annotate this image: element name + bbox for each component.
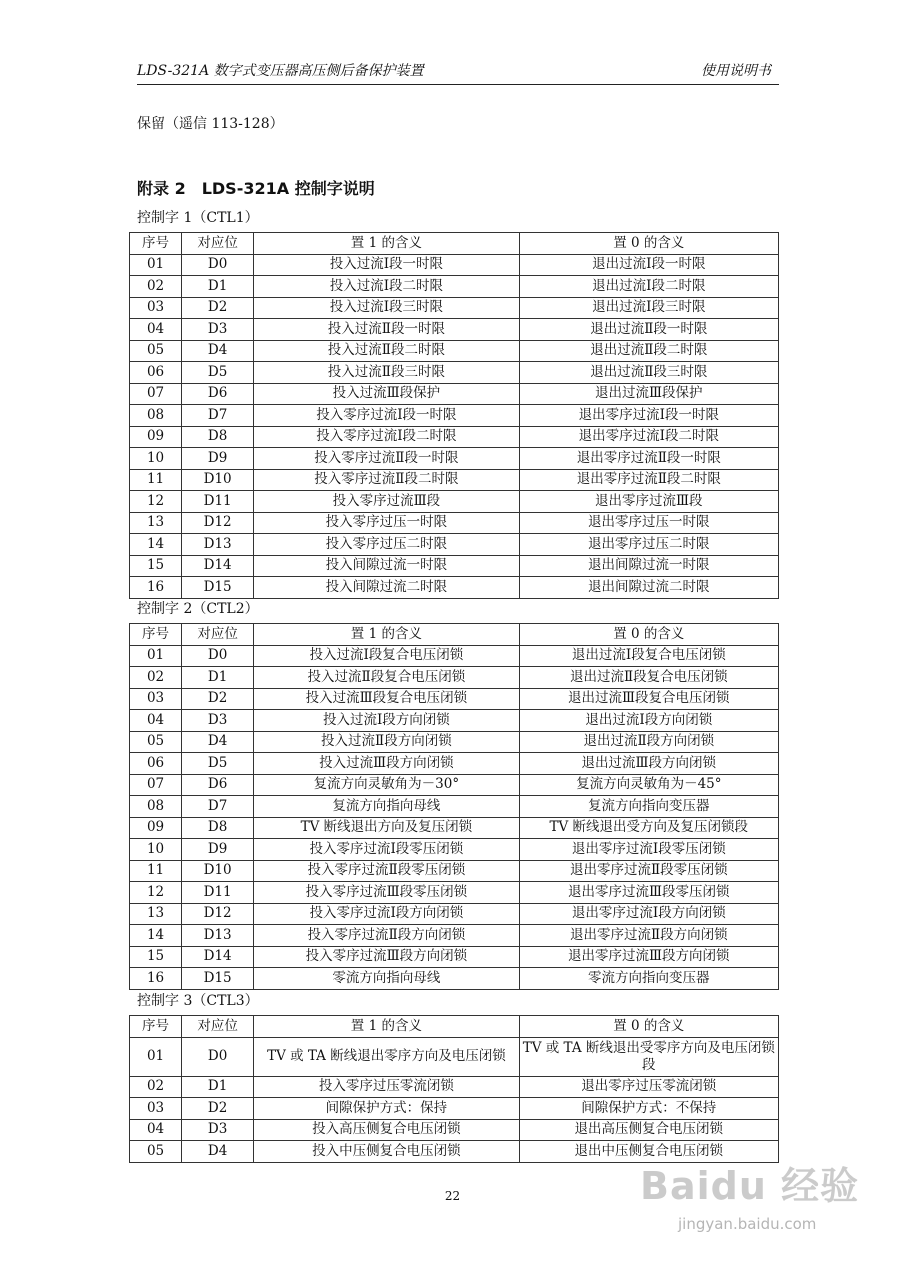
table-row <box>130 860 779 882</box>
table-cell: TV 断线退出受方向及复压闭锁段 <box>519 817 778 839</box>
table-cell: D12 <box>182 512 254 534</box>
table-cell: D2 <box>182 297 254 319</box>
table-row <box>130 340 779 362</box>
header-row <box>130 624 779 646</box>
table-row <box>130 297 779 319</box>
table-cell: D0 <box>182 645 254 667</box>
table-cell: 退出过流Ⅰ段一时限 <box>519 254 778 276</box>
table-cell: 04 <box>130 710 182 732</box>
table-cell: 零流方向指向母线 <box>254 968 519 990</box>
table-cell: D10 <box>182 860 254 882</box>
table-cell: 11 <box>130 469 182 491</box>
header-title: LDS-321A 数字式变压器高压侧后备保护装置 <box>137 63 424 79</box>
table-row <box>130 731 779 753</box>
header-row <box>130 233 779 255</box>
table-cell: 投入过流Ⅱ段三时限 <box>254 362 519 384</box>
table-cell: D15 <box>182 968 254 990</box>
table-cell: 投入零序过流Ⅰ段零压闭锁 <box>254 839 519 861</box>
table-cell: D10 <box>182 469 254 491</box>
table-row <box>130 1119 779 1141</box>
table-cell: D14 <box>182 555 254 577</box>
table-row <box>130 645 779 667</box>
table-cell: 投入零序过流Ⅱ段一时限 <box>254 448 519 470</box>
table-cell: 投入零序过流Ⅰ段二时限 <box>254 426 519 448</box>
table-cell: 投入零序过流Ⅰ段方向闭锁 <box>254 903 519 925</box>
table-row <box>130 774 779 796</box>
table-cell: 零流方向指向变压器 <box>519 968 778 990</box>
table-cell: 投入过流Ⅰ段二时限 <box>254 276 519 298</box>
ctl1-table <box>129 232 779 599</box>
watermark-logo: Baidu 经验 <box>640 1164 860 1208</box>
table-cell: D3 <box>182 710 254 732</box>
table-cell: 14 <box>130 534 182 556</box>
baidu-watermark <box>640 1155 860 1245</box>
table-cell: D0 <box>182 1037 254 1076</box>
table-cell: 间隙保护方式：保持 <box>254 1098 519 1120</box>
column-header: 序号 <box>130 233 182 255</box>
table-cell: 08 <box>130 796 182 818</box>
ctl3-caption: 控制字 3（CTL3） <box>137 993 259 1009</box>
column-header: 序号 <box>130 624 182 646</box>
table-cell: 投入过流Ⅱ段复合电压闭锁 <box>254 667 519 689</box>
table-cell: 投入中压侧复合电压闭锁 <box>254 1141 519 1163</box>
table-cell: 11 <box>130 860 182 882</box>
table-cell: 退出零序过流Ⅰ段二时限 <box>519 426 778 448</box>
table-cell: 退出间隙过流二时限 <box>519 577 778 599</box>
table-header <box>130 1016 779 1038</box>
column-header: 置 0 的含义 <box>519 233 778 255</box>
table-cell: D7 <box>182 796 254 818</box>
table-cell: 复流方向灵敏角为－30° <box>254 774 519 796</box>
table-cell: 退出零序过流Ⅲ段零压闭锁 <box>519 882 778 904</box>
table-cell: 投入零序过流Ⅰ段一时限 <box>254 405 519 427</box>
table-cell: D2 <box>182 1098 254 1120</box>
table-cell: 投入零序过流Ⅱ段二时限 <box>254 469 519 491</box>
table-cell: 退出零序过压零流闭锁 <box>519 1076 778 1098</box>
table-cell: 05 <box>130 731 182 753</box>
table-cell: 间隙保护方式：不保持 <box>519 1098 778 1120</box>
table-cell: 复流方向灵敏角为－45° <box>519 774 778 796</box>
table-cell: 投入过流Ⅱ段一时限 <box>254 319 519 341</box>
table-row <box>130 796 779 818</box>
table-row <box>130 254 779 276</box>
table-cell: D5 <box>182 362 254 384</box>
table-cell: 退出过流Ⅱ段一时限 <box>519 319 778 341</box>
table-cell: 06 <box>130 753 182 775</box>
table-cell: 退出过流Ⅱ段二时限 <box>519 340 778 362</box>
table-cell: D13 <box>182 925 254 947</box>
table-cell: 退出零序过流Ⅱ段二时限 <box>519 469 778 491</box>
table-cell: 退出零序过流Ⅲ段 <box>519 491 778 513</box>
table-row <box>130 426 779 448</box>
table-cell: 退出过流Ⅰ段复合电压闭锁 <box>519 645 778 667</box>
table-cell: 01 <box>130 645 182 667</box>
table-cell: D2 <box>182 688 254 710</box>
table-cell: D1 <box>182 1076 254 1098</box>
table-cell: 09 <box>130 817 182 839</box>
table-cell: 退出零序过流Ⅱ段零压闭锁 <box>519 860 778 882</box>
table-cell: D5 <box>182 753 254 775</box>
table-cell: 退出零序过流Ⅰ段方向闭锁 <box>519 903 778 925</box>
table-row <box>130 882 779 904</box>
watermark-url: jingyan.baidu.com <box>678 1215 817 1233</box>
page-header <box>137 62 779 85</box>
table-row <box>130 925 779 947</box>
column-header: 置 0 的含义 <box>519 1016 778 1038</box>
table-cell: 投入过流Ⅰ段复合电压闭锁 <box>254 645 519 667</box>
table-cell: 10 <box>130 448 182 470</box>
column-header: 序号 <box>130 1016 182 1038</box>
table-cell: 07 <box>130 383 182 405</box>
table-cell: 退出过流Ⅱ段三时限 <box>519 362 778 384</box>
table-cell: 01 <box>130 254 182 276</box>
table-cell: 退出零序过流Ⅱ段一时限 <box>519 448 778 470</box>
table-cell: D11 <box>182 882 254 904</box>
table-row <box>130 710 779 732</box>
table-cell: 12 <box>130 491 182 513</box>
ctl1-caption: 控制字 1（CTL1） <box>137 210 259 226</box>
table-cell: 投入零序过压二时限 <box>254 534 519 556</box>
table-cell: 投入过流Ⅰ段一时限 <box>254 254 519 276</box>
page-number: 22 <box>444 1189 461 1203</box>
table-cell: 13 <box>130 512 182 534</box>
column-header: 对应位 <box>182 233 254 255</box>
table-cell: D7 <box>182 405 254 427</box>
table-cell: TV 断线退出方向及复压闭锁 <box>254 817 519 839</box>
table-cell: 投入间隙过流一时限 <box>254 555 519 577</box>
table-cell: 退出零序过流Ⅲ段方向闭锁 <box>519 946 778 968</box>
column-header: 置 1 的含义 <box>254 624 519 646</box>
table-cell: 05 <box>130 340 182 362</box>
table-cell: 07 <box>130 774 182 796</box>
table-cell: 02 <box>130 1076 182 1098</box>
table-cell: 投入过流Ⅱ段二时限 <box>254 340 519 362</box>
column-header: 对应位 <box>182 1016 254 1038</box>
table-cell: 14 <box>130 925 182 947</box>
table-row <box>130 968 779 990</box>
table-cell: 05 <box>130 1141 182 1163</box>
table-cell: 投入零序过压一时限 <box>254 512 519 534</box>
table-cell: 退出零序过压二时限 <box>519 534 778 556</box>
table-row <box>130 753 779 775</box>
table-cell: 投入过流Ⅰ段三时限 <box>254 297 519 319</box>
table-row <box>130 512 779 534</box>
column-header: 置 1 的含义 <box>254 233 519 255</box>
table-cell: D4 <box>182 340 254 362</box>
table-cell: D14 <box>182 946 254 968</box>
table-cell: 退出零序过流Ⅱ段方向闭锁 <box>519 925 778 947</box>
table-cell: D4 <box>182 1141 254 1163</box>
table-cell: D6 <box>182 383 254 405</box>
table-row <box>130 1076 779 1098</box>
table-cell: 投入零序过流Ⅱ段零压闭锁 <box>254 860 519 882</box>
appendix-title: 附录 2 LDS-321A 控制字说明 <box>137 179 375 198</box>
table-row <box>130 555 779 577</box>
table-row <box>130 1037 779 1076</box>
table-row <box>130 667 779 689</box>
table-cell: 投入过流Ⅲ段复合电压闭锁 <box>254 688 519 710</box>
table-row <box>130 577 779 599</box>
table-cell: D9 <box>182 448 254 470</box>
table-row <box>130 1098 779 1120</box>
column-header: 对应位 <box>182 624 254 646</box>
table-cell: D4 <box>182 731 254 753</box>
table-cell: D0 <box>182 254 254 276</box>
ctl2-caption: 控制字 2（CTL2） <box>137 601 259 617</box>
table-cell: 03 <box>130 1098 182 1120</box>
header-doc-type: 使用说明书 <box>701 63 771 79</box>
table-cell: 投入过流Ⅱ段方向闭锁 <box>254 731 519 753</box>
table-cell: 投入零序过流Ⅱ段方向闭锁 <box>254 925 519 947</box>
table-cell: 投入零序过压零流闭锁 <box>254 1076 519 1098</box>
table-cell: 退出过流Ⅰ段三时限 <box>519 297 778 319</box>
table-row <box>130 383 779 405</box>
table-row <box>130 839 779 861</box>
table-body <box>130 1037 779 1162</box>
table-cell: 投入过流Ⅲ段方向闭锁 <box>254 753 519 775</box>
table-cell: 退出过流Ⅲ段复合电压闭锁 <box>519 688 778 710</box>
table-cell: 投入间隙过流二时限 <box>254 577 519 599</box>
table-cell: 04 <box>130 319 182 341</box>
table-cell: 16 <box>130 968 182 990</box>
table-cell: D3 <box>182 319 254 341</box>
table-row <box>130 362 779 384</box>
table-cell: 投入零序过流Ⅲ段方向闭锁 <box>254 946 519 968</box>
table-row <box>130 903 779 925</box>
table-cell: 02 <box>130 276 182 298</box>
table-cell: 退出过流Ⅱ段方向闭锁 <box>519 731 778 753</box>
table-cell: 13 <box>130 903 182 925</box>
table-cell: 退出零序过流Ⅰ段一时限 <box>519 405 778 427</box>
table-row <box>130 319 779 341</box>
table-cell: D15 <box>182 577 254 599</box>
table-row <box>130 469 779 491</box>
table-cell: 退出零序过压一时限 <box>519 512 778 534</box>
table-cell: D8 <box>182 426 254 448</box>
table-row <box>130 817 779 839</box>
table-cell: D3 <box>182 1119 254 1141</box>
table-cell: 03 <box>130 297 182 319</box>
table-cell: 退出过流Ⅲ段方向闭锁 <box>519 753 778 775</box>
table-header <box>130 233 779 255</box>
ctl2-table <box>129 623 779 990</box>
table-cell: D12 <box>182 903 254 925</box>
table-cell: 12 <box>130 882 182 904</box>
table-cell: 投入零序过流Ⅲ段零压闭锁 <box>254 882 519 904</box>
table-cell: 退出过流Ⅲ段保护 <box>519 383 778 405</box>
table-body <box>130 645 779 989</box>
column-header: 置 0 的含义 <box>519 624 778 646</box>
table-cell: 复流方向指向母线 <box>254 796 519 818</box>
table-row <box>130 491 779 513</box>
table-cell: 06 <box>130 362 182 384</box>
table-row <box>130 276 779 298</box>
table-cell: D11 <box>182 491 254 513</box>
table-cell: 09 <box>130 426 182 448</box>
table-cell: 复流方向指向变压器 <box>519 796 778 818</box>
table-cell: 退出过流Ⅱ段复合电压闭锁 <box>519 667 778 689</box>
table-cell: TV 或 TA 断线退出零序方向及电压闭锁 <box>254 1037 519 1076</box>
table-cell: 投入零序过流Ⅲ段 <box>254 491 519 513</box>
table-body <box>130 254 779 598</box>
table-cell: D8 <box>182 817 254 839</box>
table-cell: 退出零序过流Ⅰ段零压闭锁 <box>519 839 778 861</box>
table-cell: D1 <box>182 276 254 298</box>
table-cell: 退出中压侧复合电压闭锁 <box>519 1141 778 1163</box>
table-cell: 退出过流Ⅰ段二时限 <box>519 276 778 298</box>
table-cell: 03 <box>130 688 182 710</box>
table-cell: 01 <box>130 1037 182 1076</box>
reserved-line: 保留（遥信 113-128） <box>137 116 284 132</box>
table-cell: 15 <box>130 555 182 577</box>
table-row <box>130 946 779 968</box>
table-row <box>130 448 779 470</box>
table-cell: 04 <box>130 1119 182 1141</box>
table-cell: 退出过流Ⅰ段方向闭锁 <box>519 710 778 732</box>
table-cell: D1 <box>182 667 254 689</box>
table-cell: 投入过流Ⅰ段方向闭锁 <box>254 710 519 732</box>
table-cell: 02 <box>130 667 182 689</box>
header-row <box>130 1016 779 1038</box>
table-row <box>130 534 779 556</box>
table-cell: 投入高压侧复合电压闭锁 <box>254 1119 519 1141</box>
table-cell: 投入过流Ⅲ段保护 <box>254 383 519 405</box>
table-cell: D9 <box>182 839 254 861</box>
table-cell: 15 <box>130 946 182 968</box>
table-cell: 16 <box>130 577 182 599</box>
table-cell: D6 <box>182 774 254 796</box>
ctl3-table <box>129 1015 779 1163</box>
table-header <box>130 624 779 646</box>
table-row <box>130 405 779 427</box>
table-cell: 08 <box>130 405 182 427</box>
table-cell: 退出高压侧复合电压闭锁 <box>519 1119 778 1141</box>
table-cell: 退出间隙过流一时限 <box>519 555 778 577</box>
column-header: 置 1 的含义 <box>254 1016 519 1038</box>
table-cell: D13 <box>182 534 254 556</box>
table-row <box>130 688 779 710</box>
table-cell: 10 <box>130 839 182 861</box>
table-cell: TV 或 TA 断线退出受零序方向及电压闭锁段 <box>519 1037 778 1076</box>
